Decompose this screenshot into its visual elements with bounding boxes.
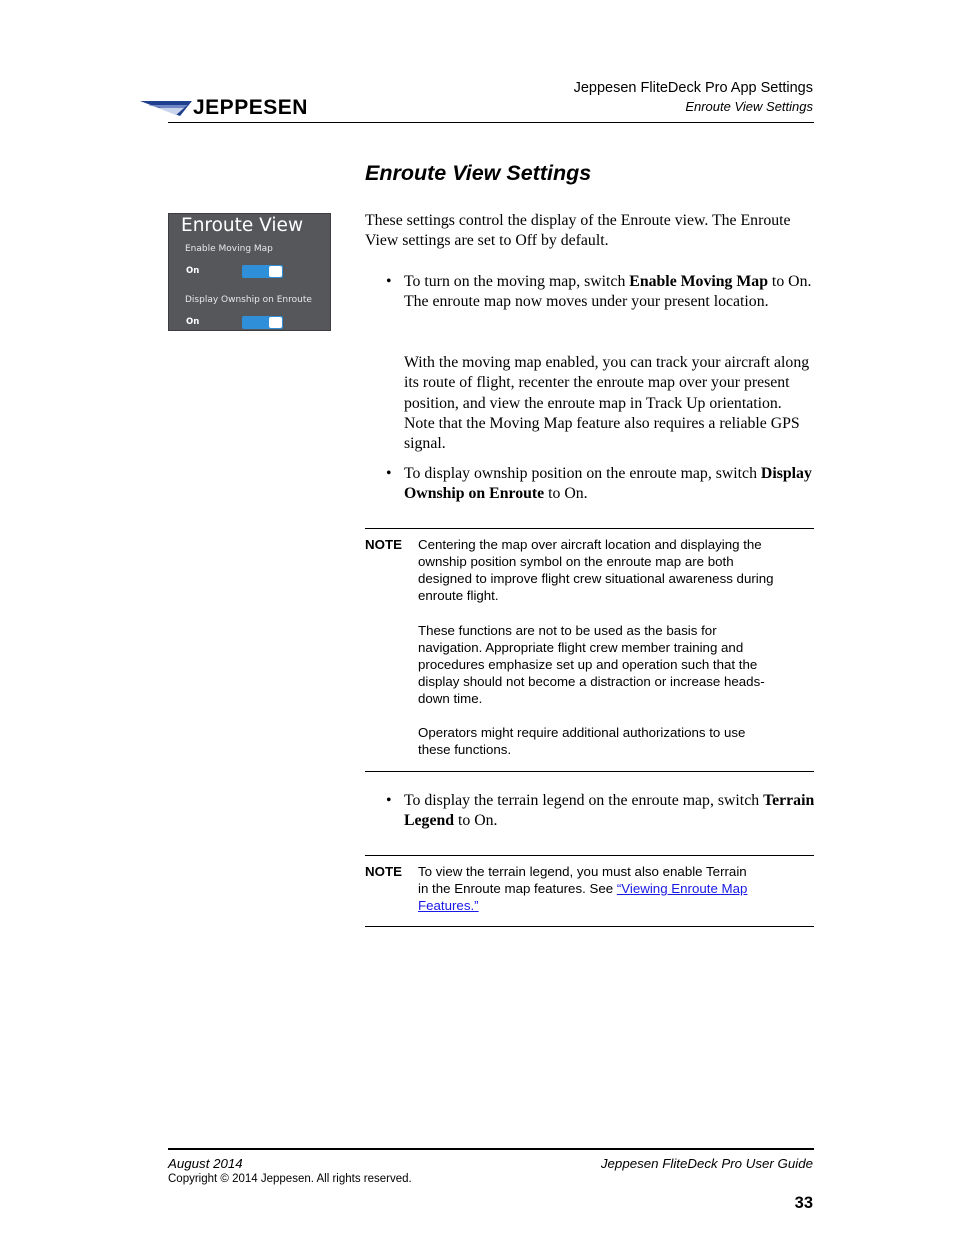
setting-label-ownship: Display Ownship on Enroute (185, 295, 312, 305)
note-paragraph: Centering the map over aircraft location and displaying the ownship position symbol on the enroute map are both designed to improve flight crew situational awareness during enroute flight. (418, 537, 774, 604)
note-label: NOTE (365, 537, 402, 552)
setting-name: Enable Moving Map (629, 273, 768, 290)
section-heading: Enroute View Settings (365, 161, 592, 185)
bullet-item-ownship: To display ownship position on the enroute map, switch Display Ownship on Enroute to On. (404, 465, 812, 503)
setting-name: Terrain Legend (404, 792, 815, 830)
enroute-view-settings-panel (168, 213, 331, 331)
note-label: NOTE (365, 864, 402, 879)
note-bottom-rule (365, 771, 814, 772)
setting-state-ownship: On (186, 317, 200, 327)
page-number: 33 (794, 1194, 813, 1212)
bullet-marker: • (386, 465, 392, 482)
logo-wing-icon (140, 96, 200, 122)
display-ownship-toggle[interactable] (242, 316, 283, 329)
note-top-rule (365, 855, 814, 856)
note-paragraph: Operators might require additional authorizations to use these functions. (418, 725, 746, 758)
footer-guide-title: Jeppesen FliteDeck Pro User Guide (600, 1156, 813, 1171)
bullet-marker: • (386, 273, 392, 290)
note-paragraph: To view the terrain legend, you must also enable Terrain in the Enroute map features. See “Viewing Enroute Map Features.” (418, 864, 748, 914)
note-bottom-rule (365, 926, 814, 927)
bullet-item-terrain: To display the terrain legend on the enroute map, switch Terrain Legend to On. (404, 792, 815, 830)
setting-state-moving-map: On (186, 266, 200, 276)
bullet-item-moving-map: To turn on the moving map, switch Enable Moving Map to On. The enroute map now moves under your present location. (404, 273, 812, 311)
bullet-marker: • (386, 792, 392, 809)
panel-title: Enroute View (181, 215, 304, 236)
header-divider (168, 122, 814, 123)
footer-copyright: Copyright © 2014 Jeppesen. All rights reserved. (168, 1173, 412, 1185)
setting-label-moving-map: Enable Moving Map (185, 244, 273, 254)
note-paragraph: These functions are not to be used as the basis for navigation. Appropriate flight crew member training and procedures emphasize set up and operation such that the display should not become a distraction or increase heads-down time. (418, 623, 765, 707)
enable-moving-map-toggle[interactable] (242, 265, 283, 278)
bullet-followup-paragraph: With the moving map enabled, you can track your aircraft along its route of flight, recenter the enroute map over your present position, and view the enroute map in Track Up orientation. Note that the Moving Map feature also requires a reliable GPS signal. (404, 354, 810, 453)
footer-divider (168, 1148, 814, 1150)
header-subtitle: Enroute View Settings (685, 99, 813, 114)
header-title: Jeppesen FliteDeck Pro App Settings (573, 80, 813, 96)
intro-paragraph: These settings control the display of the Enroute view. The Enroute View settings are set to Off by default. (365, 212, 791, 250)
logo-wordmark: JEPPESEN (193, 96, 308, 119)
toggle-knob (269, 317, 282, 328)
note-top-rule (365, 528, 814, 529)
toggle-knob (269, 266, 282, 277)
setting-name: Display Ownship on Enroute (404, 465, 812, 503)
viewing-enroute-map-features-link[interactable]: “Viewing Enroute Map Features.” (418, 881, 748, 914)
footer-date: August 2014 (168, 1156, 243, 1171)
